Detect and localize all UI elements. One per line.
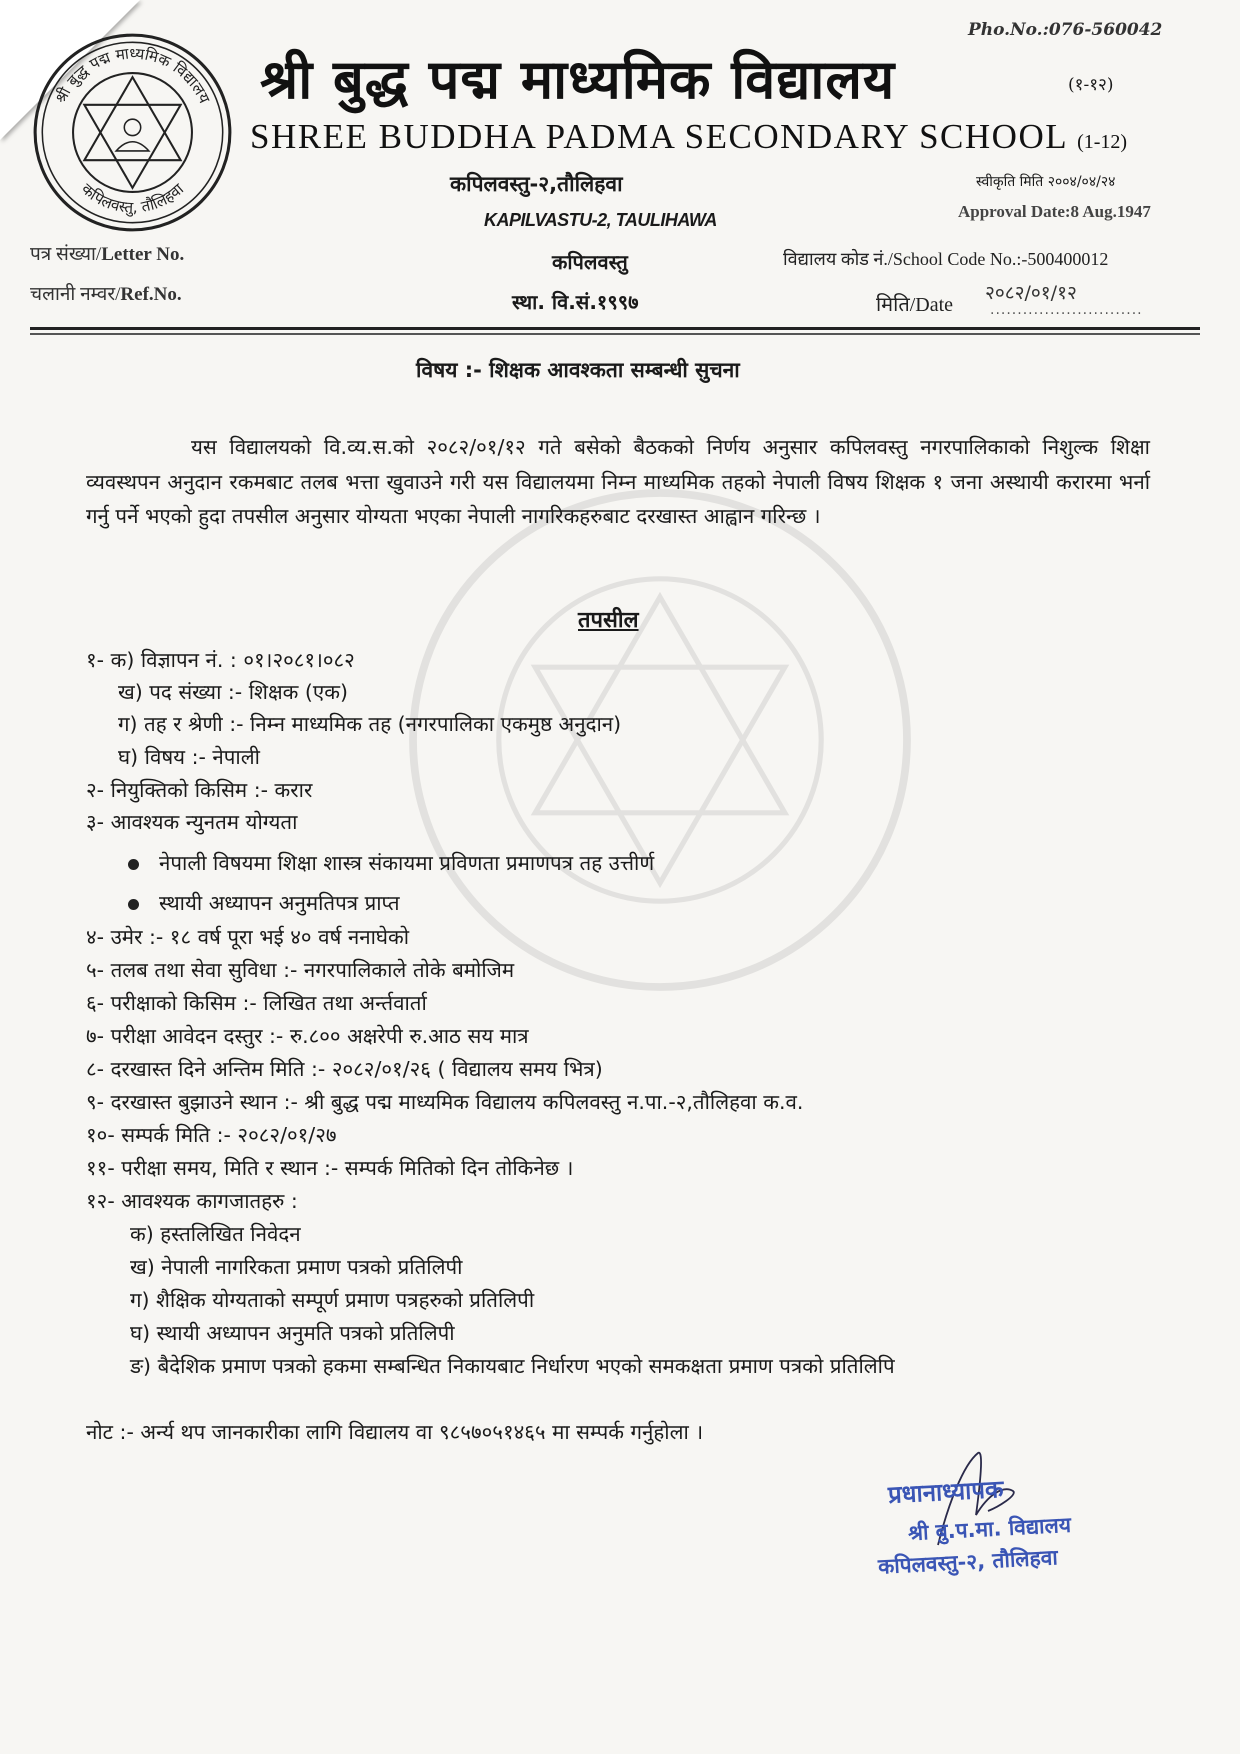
principal-stamp [858, 1445, 1148, 1600]
item-exam-type: ६- परीक्षाको किसिम :- लिखित तथा अर्न्तवार्ता [86, 991, 427, 1015]
school-name-english [250, 117, 1127, 157]
svg-text:श्री बुद्ध पद्म माध्यमिक विद्य: श्री बुद्ध पद्म माध्यमिक विद्यालय [51, 44, 214, 107]
phone-number: Pho.No.:076-560042 [968, 20, 1163, 40]
letter-number-label-np: पत्र संख्या/ [30, 244, 102, 265]
item-required-documents: १२- आवश्यक कागजातहरु : [86, 1189, 298, 1213]
item-last-date: ८- दरखास्त दिने अन्तिम मिति :- २०८२/०१/२६ ( विद्यालय समय भित्र) [86, 1057, 603, 1081]
qualification-bullet-1 [128, 849, 654, 877]
contact-note: नोट :- अर्न्य थप जानकारीका लागि विद्यालय वा ९८५७०५१४६५ मा सम्पर्क गर्नुहोला । [86, 1420, 704, 1444]
school-name-nepali: श्री बुद्ध पद्म माध्यमिक विद्यालय [260, 48, 896, 111]
bullet-icon [128, 859, 139, 870]
item-age: ४- उमेर :- १८ वर्ष पूरा भई ४० वर्ष ननाघेको [86, 925, 410, 949]
school-name-english-text: SHREE BUDDHA PADMA SECONDARY SCHOOL [250, 117, 1067, 156]
document-item-3: ग) शैक्षिक योग्यताको सम्पूर्ण प्रमाण पत्रहरुको प्रतिलिपी [130, 1288, 535, 1312]
approval-date-nepali: स्वीकृति मिति २००४/०४/२४ [976, 174, 1116, 190]
item-level: ग) तह र श्रेणी :- निम्न माध्यमिक तह (नगरपालिका एकमुष्ठ अनुदान) [118, 712, 622, 736]
item-min-qualification: ३- आवश्यक न्युनतम योग्यता [86, 810, 298, 834]
item-ad-number: १- क) विज्ञापन नं. : ०१।२०८१।०८२ [86, 648, 355, 672]
notice-subject: विषय :- शिक्षक आवश्कता सम्बन्धी सुचना [416, 358, 740, 382]
stamp-line-2: श्री बु.प.मा. विद्यालय [907, 1512, 1072, 1546]
approval-date-english: Approval Date:8 Aug.1947 [958, 202, 1151, 221]
item-exam-schedule: ११- परीक्षा समय, मिति र स्थान :- सम्पर्क मितिको दिन तोकिनेछ । [86, 1156, 574, 1180]
document-item-1: क) हस्तलिखित निवेदन [130, 1222, 301, 1246]
svg-text:कपिलवस्तु, तौलिहवा: कपिलवस्तु, तौलिहवा [77, 179, 188, 217]
school-seal-logo [30, 30, 235, 235]
document-item-4: घ) स्थायी अध्यापन अनुमति पत्रको प्रतिलिपी [130, 1321, 455, 1345]
item-salary: ५- तलब तथा सेवा सुविधा :- नगरपालिकाले तोके बमोजिम [86, 958, 515, 982]
date-value: २०८२/०१/१२ [985, 282, 1077, 304]
school-grade-english: (1-12) [1077, 131, 1128, 153]
header-divider-secondary [30, 333, 1200, 335]
bullet-icon [128, 899, 139, 910]
school-code: विद्यालय कोड नं./School Code No.:-500400012 [783, 249, 1109, 269]
date-label: मिति/Date [876, 294, 954, 316]
reference-number-label-np: चलानी नम्वर/ [30, 284, 121, 305]
document-item-2: ख) नेपाली नागरिकता प्रमाण पत्रको प्रतिलिपी [130, 1255, 463, 1279]
details-heading: तपसील [578, 608, 639, 633]
qualification-bullet-1-text: नेपाली विषयमा शिक्षा शास्त्र संकायमा प्रविणता प्रमाणपत्र तह उत्तीर्ण [159, 851, 655, 875]
established-year: स्था. वि.सं.१९९७ [512, 290, 639, 314]
reference-number-label [30, 280, 182, 306]
item-post-count: ख) पद संख्या :- शिक्षक (एक) [118, 680, 348, 704]
header-divider [30, 327, 1200, 330]
item-subject: घ) विषय :- नेपाली [118, 745, 260, 769]
document-item-5: ङ) बैदेशिक प्रमाण पत्रको हकमा सम्बन्धित निकायबाट निर्धारण भएको समकक्षता प्रमाण पत्रको प्रतिलिपि [130, 1354, 895, 1378]
item-exam-fee: ७- परीक्षा आवेदन दस्तुर :- रु.८०० अक्षरेपी रु.आठ सय मात्र [86, 1024, 529, 1048]
reference-number-label-en: Ref.No. [120, 284, 182, 305]
notice-paragraph: यस विद्यालयको वि.व्य.स.को २०८२/०१/१२ गते बसेको बैठकको निर्णय अनुसार कपिलवस्तु नगरपालिकाको निशुल्क शिक्षा व्यवस्थपन अनुदान रकमबाट तलब भत्ता खुवाउने गरी यस विद्यालयमा निम्न माध्यमिक तहको नेपाली विषय शिक्षक १ जना अस्थायी करारमा भर्ना गर्नु पर्ने भएको हुदा तपसील अनुसार योग्यता भएका नेपाली नागरिकहरुबाट दरखास्त आह्वान गरिन्छ । [86, 435, 1151, 528]
letter-number-label-en: Letter No. [101, 244, 185, 265]
address-english: KAPILVASTU-2, TAULIHAWA [484, 210, 717, 230]
seal-watermark [400, 480, 920, 1000]
qualification-bullet-2-text: स्थायी अध्यापन अनुमतिपत्र प्राप्त [159, 891, 400, 915]
item-appointment-type: २- नियुक्तिको किसिम :- करार [86, 778, 313, 802]
letter-number-label [30, 240, 184, 266]
address-nepali: कपिलवस्तु-२,तौलिहवा [450, 172, 623, 196]
item-submission-place: ९- दरखास्त बुझाउने स्थान :- श्री बुद्ध पद्म माध्यमिक विद्यालय कपिलवस्तु न.पा.-२,तौलिहवा क.व. [86, 1090, 804, 1114]
item-contact-date: १०- सम्पर्क मिति :- २०८२/०१/२७ [86, 1123, 337, 1147]
city-name: कपिलवस्तु [552, 250, 628, 274]
school-grade-nepali: (१-१२) [1068, 75, 1114, 95]
stamp-line-1: प्रधानाध्यापक [887, 1474, 1005, 1510]
date-dotted-line: ............................ [990, 302, 1143, 318]
stamp-line-3: कपिलवस्तु-२, तौलिहवा [877, 1545, 1059, 1579]
qualification-bullet-2 [128, 889, 400, 917]
